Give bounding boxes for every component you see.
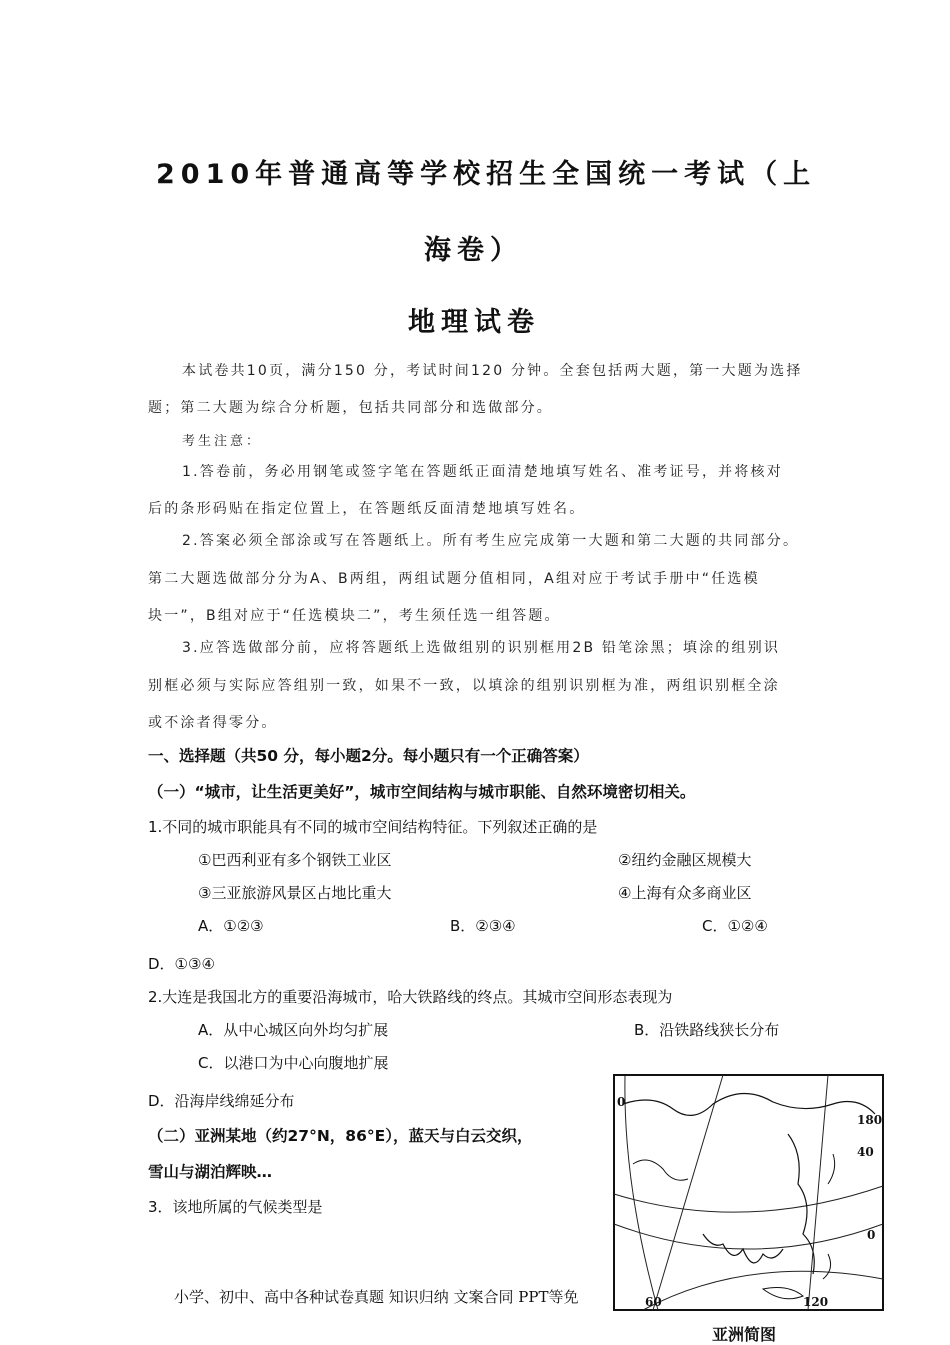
- group2-line1: （二）亚洲某地（约27°N，86°E），蓝天与白云交织，: [148, 1127, 533, 1145]
- q2-option-a: A．从中心城区向外均匀扩展: [198, 1021, 389, 1039]
- title-line-2: 海卷）: [424, 235, 523, 266]
- q1-option-a: A．①②③: [198, 917, 264, 935]
- q2-option-b: B．沿铁路线狭长分布: [634, 1021, 780, 1039]
- q1-statement-1: ①巴西利亚有多个钢铁工业区: [198, 851, 392, 869]
- map-label-60: 60: [645, 1295, 662, 1309]
- map-label-0-right: 0: [867, 1228, 876, 1242]
- footer-text: 小学、初中、高中各种试卷真题 知识归纳 文案合同 PPT等免: [174, 1288, 579, 1306]
- q1-option-d: D．①③④: [148, 955, 215, 973]
- q1-stem: 1.不同的城市职能具有不同的城市空间结构特征。下列叙述正确的是: [148, 818, 598, 836]
- map-label-40: 40: [857, 1145, 874, 1159]
- notice-3-line3: 或不涂者得零分。: [148, 715, 278, 731]
- notice-1-line1: 1.答卷前，务必用钢笔或签字笔在答题纸正面清楚地填写姓名、准考证号，并将核对: [182, 464, 783, 480]
- notice-3-line1: 3.应答选做部分前，应将答题纸上选做组别的识别框用2B 铅笔涂黑；填涂的组别识: [182, 640, 781, 656]
- notice-heading: 考生注意：: [182, 434, 263, 449]
- q1-statement-4: ④上海有众多商业区: [618, 884, 752, 902]
- q1-statement-2: ②纽约金融区规模大: [618, 851, 752, 869]
- q2-option-d: D．沿海岸线绵延分布: [148, 1092, 295, 1110]
- group2-line2: 雪山与湖泊辉映…: [148, 1163, 273, 1181]
- notice-2-line3: 块一”，B组对应于“任选模块二”，考生须任选一组答题。: [148, 608, 561, 624]
- map-caption: 亚洲简图: [712, 1325, 777, 1344]
- asia-map: [613, 1074, 884, 1311]
- notice-2-line2: 第二大题选做部分分为A、B两组，两组试题分值相同，A组对应于考试手册中“任选模: [148, 571, 760, 587]
- intro-p1-line1: 本试卷共10页，满分150 分，考试时间120 分钟。全套包括两大题，第一大题为选择: [182, 363, 803, 379]
- q2-option-c: C．以港口为中心向腹地扩展: [198, 1054, 389, 1072]
- q2-stem: 2.大连是我国北方的重要沿海城市，哈大铁路线的终点。其城市空间形态表现为: [148, 988, 673, 1006]
- q1-option-c: C．①②④: [702, 917, 768, 935]
- title-line-1: 2010年普通高等学校招生全国统一考试（上: [156, 159, 817, 190]
- map-label-0-top: 0: [617, 1095, 626, 1109]
- section1-heading: 一、选择题（共50 分，每小题2分。每小题只有一个正确答案）: [148, 747, 589, 765]
- notice-2-line1: 2.答案必须全部涂或写在答题纸上。所有考生应完成第一大题和第二大题的共同部分。: [182, 533, 800, 549]
- group1-heading: （一）“城市，让生活更美好”，城市空间结构与城市职能、自然环境密切相关。: [148, 783, 696, 801]
- subtitle: 地理试卷: [408, 307, 540, 338]
- q3-stem: 3．该地所属的气候类型是: [148, 1198, 323, 1216]
- map-label-120: 120: [803, 1295, 829, 1309]
- map-label-180: 180: [857, 1113, 883, 1127]
- intro-p1-line2: 题；第二大题为综合分析题，包括共同部分和选做部分。: [148, 400, 553, 416]
- q1-statement-3: ③三亚旅游风景区占地比重大: [198, 884, 392, 902]
- notice-1-line2: 后的条形码贴在指定位置上，在答题纸反面清楚地填写姓名。: [148, 501, 586, 517]
- q1-option-b: B．②③④: [450, 917, 516, 935]
- notice-3-line2: 别框必须与实际应答组别一致，如果不一致，以填涂的组别识别框为准，两组识别框全涂: [148, 678, 780, 694]
